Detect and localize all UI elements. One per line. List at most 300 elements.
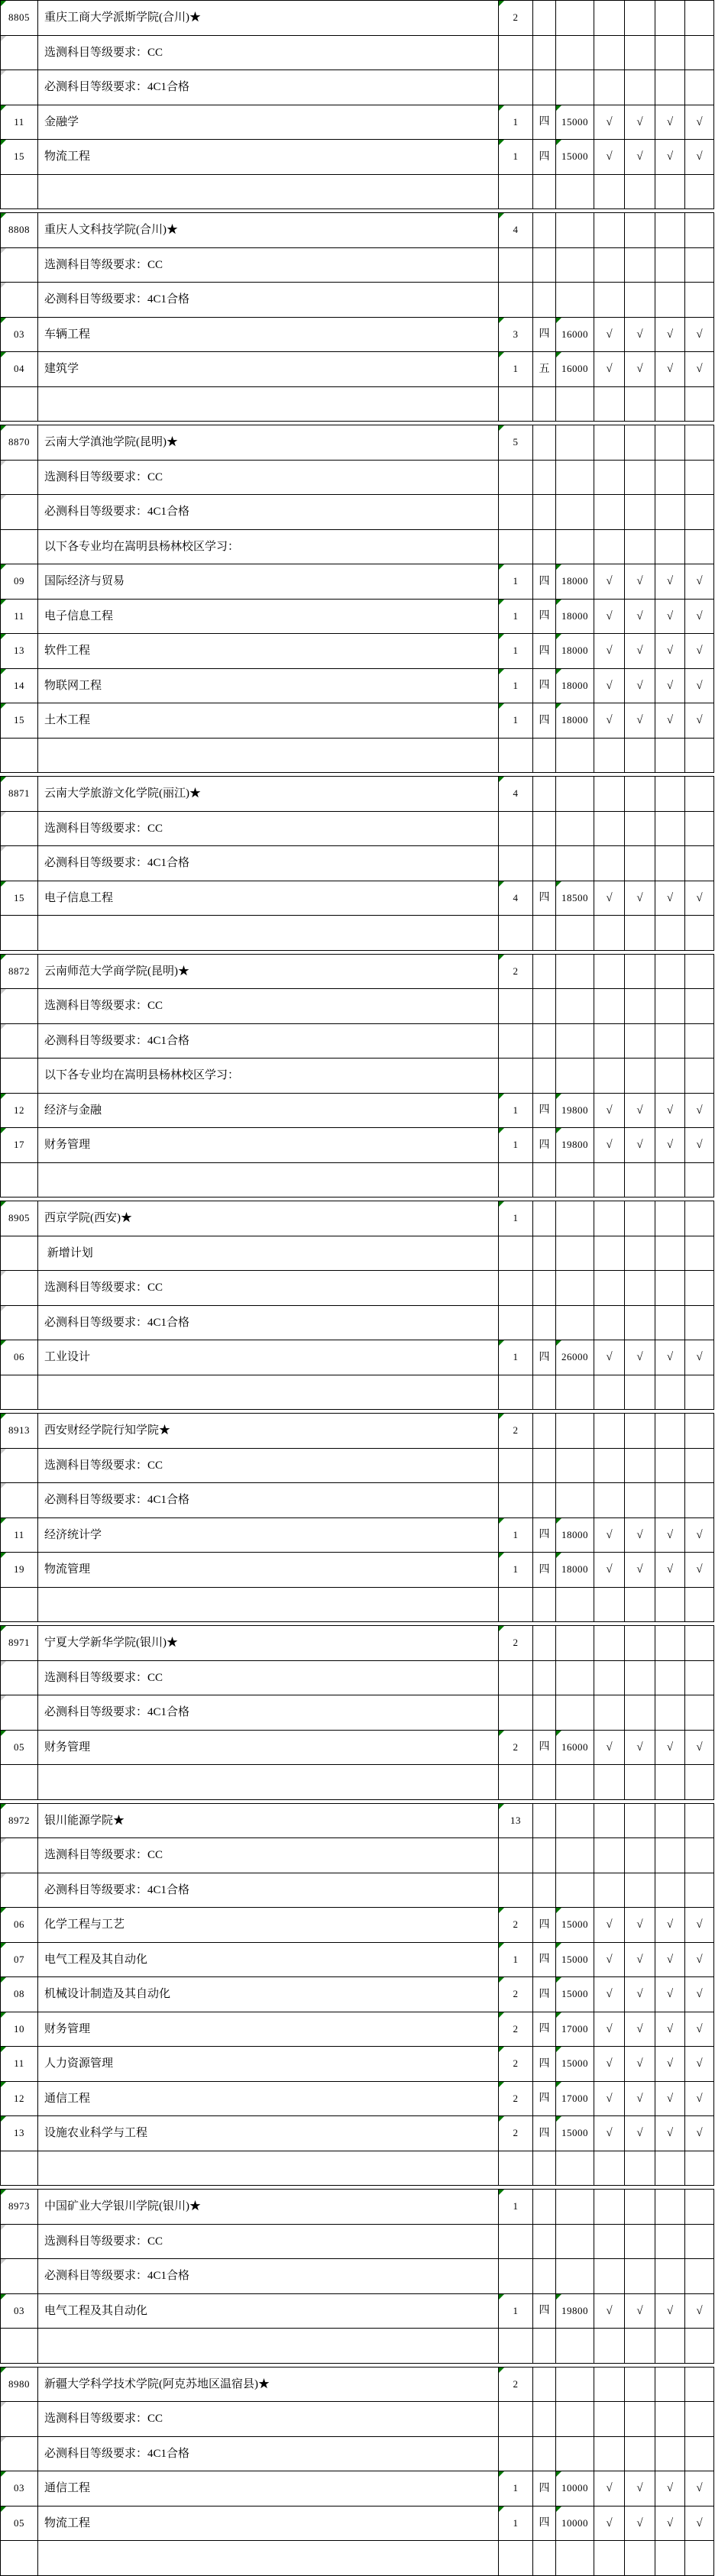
major-name-cell: 人力资源管理 xyxy=(38,2047,499,2082)
school-header-row xyxy=(1,1803,714,1838)
checkmark-cell: √ xyxy=(625,668,655,703)
comment-marker-icon xyxy=(1,2190,6,2195)
note-cell: 选测科目等级要求：CC xyxy=(38,2402,499,2437)
school-name-cell: 银川能源学院★ xyxy=(38,1803,499,1838)
empty-cell xyxy=(533,529,556,564)
checkmark-cell: √ xyxy=(655,1517,685,1553)
plan-count-cell: 1 xyxy=(499,1517,533,1553)
checkmark-cell: √ xyxy=(685,105,714,140)
comment-marker-icon xyxy=(499,881,504,887)
major-row xyxy=(1,2081,714,2116)
empty-cell xyxy=(533,1626,556,1661)
empty-cell xyxy=(1,811,38,846)
comment-marker-icon xyxy=(1,1838,6,1844)
empty-cell xyxy=(625,811,655,846)
checkmark-cell: √ xyxy=(625,2293,655,2329)
year-grade-cell: 四 xyxy=(533,1942,556,1977)
empty-cell xyxy=(655,213,685,248)
major-code-cell: 11 xyxy=(1,599,38,634)
empty-cell xyxy=(533,2151,556,2186)
empty-cell xyxy=(655,1873,685,1908)
empty-cell xyxy=(625,1414,655,1449)
empty-cell xyxy=(556,777,594,812)
empty-cell xyxy=(556,2436,594,2471)
major-code-cell: 13 xyxy=(1,2116,38,2151)
empty-cell xyxy=(594,2402,625,2437)
empty-cell xyxy=(499,738,533,773)
comment-marker-icon xyxy=(1,1804,6,1809)
empty-cell xyxy=(594,2367,625,2402)
plan-count-cell: 2 xyxy=(499,2012,533,2047)
school-code-cell: 8972 xyxy=(1,1803,38,1838)
empty-cell xyxy=(499,2541,533,2576)
checkmark-cell: √ xyxy=(625,881,655,916)
note-row xyxy=(1,846,714,881)
empty-cell xyxy=(556,1201,594,1236)
major-row xyxy=(1,2506,714,2541)
separator-row xyxy=(1,2151,714,2186)
empty-cell xyxy=(655,1414,685,1449)
empty-cell xyxy=(499,1695,533,1731)
empty-cell xyxy=(1,247,38,283)
checkmark-cell: √ xyxy=(594,352,625,387)
checkmark-cell: √ xyxy=(655,1093,685,1128)
separator-row xyxy=(1,1375,714,1410)
empty-cell xyxy=(594,1838,625,1873)
tuition-cell: 15000 xyxy=(556,1908,594,1943)
checkmark-cell: √ xyxy=(625,140,655,175)
major-name-cell: 机械设计制造及其自动化 xyxy=(38,1977,499,2012)
empty-cell xyxy=(1,386,38,422)
separator-row xyxy=(1,1162,714,1198)
major-code-cell: 03 xyxy=(1,2293,38,2329)
empty-cell xyxy=(556,1414,594,1449)
separator-row xyxy=(1,386,714,422)
note-row xyxy=(1,529,714,564)
checkmark-cell: √ xyxy=(594,1128,625,1163)
comment-marker-icon xyxy=(1,1553,6,1558)
comment-marker-icon xyxy=(556,2116,561,2122)
tuition-cell: 18500 xyxy=(556,881,594,916)
checkmark-cell: √ xyxy=(594,668,625,703)
comment-marker-icon xyxy=(499,1553,504,1558)
comment-marker-icon xyxy=(556,1340,561,1346)
plan-count-cell: 2 xyxy=(499,1908,533,1943)
checkmark-cell: √ xyxy=(625,634,655,669)
empty-cell xyxy=(499,2224,533,2259)
checkmark-cell: √ xyxy=(625,2081,655,2116)
empty-cell xyxy=(685,1375,714,1410)
empty-cell xyxy=(38,1375,499,1410)
total-plan-cell: 13 xyxy=(499,1803,533,1838)
empty-cell xyxy=(655,2190,685,2225)
major-code-cell: 07 xyxy=(1,1942,38,1977)
empty-cell xyxy=(594,495,625,530)
checkmark-cell: √ xyxy=(594,2012,625,2047)
year-grade-cell: 五 xyxy=(533,352,556,387)
empty-cell xyxy=(499,2259,533,2294)
empty-cell xyxy=(38,738,499,773)
empty-cell xyxy=(533,1375,556,1410)
checkmark-cell: √ xyxy=(655,1908,685,1943)
comment-marker-icon xyxy=(499,2190,504,2195)
comment-marker-icon xyxy=(556,634,561,639)
year-grade-cell: 四 xyxy=(533,140,556,175)
school-header-row xyxy=(1,954,714,989)
note-row xyxy=(1,1305,714,1340)
empty-cell xyxy=(533,846,556,881)
empty-cell xyxy=(556,1483,594,1518)
total-plan-cell: 1 xyxy=(499,2190,533,2225)
empty-cell xyxy=(533,2259,556,2294)
checkmark-cell: √ xyxy=(625,564,655,600)
checkmark-cell: √ xyxy=(625,352,655,387)
empty-cell xyxy=(655,2329,685,2364)
total-plan-cell: 1 xyxy=(499,1201,533,1236)
major-row xyxy=(1,1128,714,1163)
empty-cell xyxy=(499,70,533,105)
empty-cell xyxy=(1,1765,38,1800)
empty-cell xyxy=(533,213,556,248)
major-code-cell: 06 xyxy=(1,1340,38,1375)
tuition-cell: 16000 xyxy=(556,1730,594,1765)
empty-cell xyxy=(499,1023,533,1059)
empty-cell xyxy=(594,283,625,318)
empty-cell xyxy=(533,989,556,1024)
comment-marker-icon xyxy=(556,2294,561,2300)
total-plan-cell: 5 xyxy=(499,425,533,461)
comment-marker-icon xyxy=(1,2047,6,2052)
empty-cell xyxy=(625,1838,655,1873)
comment-marker-icon xyxy=(499,318,504,323)
empty-cell xyxy=(38,174,499,209)
empty-cell xyxy=(625,386,655,422)
note-row xyxy=(1,2402,714,2437)
plan-count-cell: 1 xyxy=(499,352,533,387)
note-cell: 必测科目等级要求：4C1合格 xyxy=(38,1023,499,1059)
school-section-8805 xyxy=(0,0,714,209)
comment-marker-icon xyxy=(1,140,6,145)
tuition-cell: 17000 xyxy=(556,2081,594,2116)
checkmark-cell: √ xyxy=(594,1340,625,1375)
empty-cell xyxy=(594,1,625,36)
comment-marker-icon xyxy=(1,248,6,254)
empty-cell xyxy=(625,1660,655,1695)
school-header-row xyxy=(1,777,714,812)
empty-cell xyxy=(594,1803,625,1838)
comment-marker-icon xyxy=(556,1518,561,1524)
checkmark-cell: √ xyxy=(685,2506,714,2541)
school-code-cell: 8871 xyxy=(1,777,38,812)
plan-count-cell: 1 xyxy=(499,1340,533,1375)
separator-row xyxy=(1,1765,714,1800)
tuition-cell: 26000 xyxy=(556,1340,594,1375)
note-row xyxy=(1,1059,714,1094)
empty-cell xyxy=(655,1695,685,1731)
empty-cell xyxy=(38,1765,499,1800)
empty-cell xyxy=(1,2151,38,2186)
empty-cell xyxy=(594,1873,625,1908)
plan-count-cell: 1 xyxy=(499,2471,533,2507)
major-name-cell: 国际经济与贸易 xyxy=(38,564,499,600)
empty-cell xyxy=(594,2190,625,2225)
tuition-cell: 15000 xyxy=(556,2116,594,2151)
empty-cell xyxy=(533,460,556,495)
comment-marker-icon xyxy=(1,2402,6,2407)
school-header-row xyxy=(1,1626,714,1661)
year-grade-cell: 四 xyxy=(533,599,556,634)
empty-cell xyxy=(594,174,625,209)
empty-cell xyxy=(1,2402,38,2437)
note-cell: 选测科目等级要求：CC xyxy=(38,1838,499,1873)
empty-cell xyxy=(499,1483,533,1518)
empty-cell xyxy=(625,2224,655,2259)
empty-cell xyxy=(533,1483,556,1518)
empty-cell xyxy=(533,1,556,36)
checkmark-cell: √ xyxy=(594,2116,625,2151)
empty-cell xyxy=(625,1236,655,1271)
empty-cell xyxy=(594,1448,625,1483)
checkmark-cell: √ xyxy=(655,140,685,175)
empty-cell xyxy=(685,1305,714,1340)
empty-cell xyxy=(655,916,685,951)
checkmark-cell: √ xyxy=(625,1977,655,2012)
empty-cell xyxy=(499,1305,533,1340)
empty-cell xyxy=(594,1375,625,1410)
empty-cell xyxy=(556,495,594,530)
major-row xyxy=(1,140,714,175)
checkmark-cell: √ xyxy=(625,2471,655,2507)
tuition-cell: 10000 xyxy=(556,2506,594,2541)
comment-marker-icon xyxy=(1,1414,6,1419)
comment-marker-icon xyxy=(1,1943,6,1948)
school-name-cell: 云南师范大学商学院(昆明)★ xyxy=(38,954,499,989)
checkmark-cell: √ xyxy=(625,1128,655,1163)
major-code-cell: 12 xyxy=(1,1093,38,1128)
empty-cell xyxy=(1,1375,38,1410)
checkmark-cell: √ xyxy=(685,881,714,916)
checkmark-cell: √ xyxy=(655,105,685,140)
empty-cell xyxy=(1,2259,38,2294)
empty-cell xyxy=(533,2436,556,2471)
checkmark-cell: √ xyxy=(685,2081,714,2116)
tuition-cell: 16000 xyxy=(556,317,594,352)
comment-marker-icon xyxy=(499,703,504,709)
checkmark-cell: √ xyxy=(685,1340,714,1375)
comment-marker-icon xyxy=(556,1553,561,1558)
empty-cell xyxy=(625,495,655,530)
checkmark-cell: √ xyxy=(594,1942,625,1977)
empty-cell xyxy=(594,1695,625,1731)
note-cell: 必测科目等级要求：4C1合格 xyxy=(38,1695,499,1731)
plan-count-cell: 1 xyxy=(499,668,533,703)
empty-cell xyxy=(625,1059,655,1094)
major-code-cell: 13 xyxy=(1,634,38,669)
comment-marker-icon xyxy=(499,1094,504,1099)
checkmark-cell: √ xyxy=(594,564,625,600)
note-cell: 以下各专业均在嵩明县杨林校区学习： xyxy=(38,529,499,564)
comment-marker-icon xyxy=(1,777,6,782)
empty-cell xyxy=(685,1236,714,1271)
note-row xyxy=(1,2259,714,2294)
empty-cell xyxy=(625,1765,655,1800)
empty-cell xyxy=(1,846,38,881)
comment-marker-icon xyxy=(499,1626,504,1631)
empty-cell xyxy=(685,1,714,36)
checkmark-cell: √ xyxy=(594,1977,625,2012)
comment-marker-icon xyxy=(1,1094,6,1099)
empty-cell xyxy=(533,916,556,951)
empty-cell xyxy=(594,386,625,422)
major-code-cell: 17 xyxy=(1,1128,38,1163)
major-name-cell: 电气工程及其自动化 xyxy=(38,2293,499,2329)
empty-cell xyxy=(594,846,625,881)
empty-cell xyxy=(625,1305,655,1340)
checkmark-cell: √ xyxy=(594,881,625,916)
note-cell: 选测科目等级要求：CC xyxy=(38,811,499,846)
note-row xyxy=(1,1838,714,1873)
plan-count-cell: 2 xyxy=(499,2116,533,2151)
major-code-cell: 06 xyxy=(1,1908,38,1943)
empty-cell xyxy=(556,2367,594,2402)
plan-count-cell: 4 xyxy=(499,881,533,916)
major-name-cell: 软件工程 xyxy=(38,634,499,669)
empty-cell xyxy=(685,247,714,283)
empty-cell xyxy=(625,1271,655,1306)
school-section-8872 xyxy=(0,954,714,1198)
empty-cell xyxy=(685,1023,714,1059)
comment-marker-icon xyxy=(499,1414,504,1419)
comment-marker-icon xyxy=(556,1977,561,1983)
empty-cell xyxy=(533,1587,556,1622)
comment-marker-icon xyxy=(1,2012,6,2018)
empty-cell xyxy=(685,2190,714,2225)
empty-cell xyxy=(655,70,685,105)
empty-cell xyxy=(685,529,714,564)
major-row xyxy=(1,668,714,703)
empty-cell xyxy=(533,1023,556,1059)
major-name-cell: 金融学 xyxy=(38,105,499,140)
major-name-cell: 财务管理 xyxy=(38,1128,499,1163)
empty-cell xyxy=(685,495,714,530)
plan-count-cell: 1 xyxy=(499,564,533,600)
empty-cell xyxy=(499,283,533,318)
major-row xyxy=(1,1908,714,1943)
empty-cell xyxy=(556,1023,594,1059)
tuition-cell: 19800 xyxy=(556,1128,594,1163)
major-code-cell: 09 xyxy=(1,564,38,600)
school-header-row xyxy=(1,2190,714,2225)
major-name-cell: 通信工程 xyxy=(38,2081,499,2116)
checkmark-cell: √ xyxy=(625,2047,655,2082)
empty-cell xyxy=(556,1162,594,1198)
year-grade-cell: 四 xyxy=(533,2012,556,2047)
school-name-cell: 西安财经学院行知学院★ xyxy=(38,1414,499,1449)
empty-cell xyxy=(533,1414,556,1449)
comment-marker-icon xyxy=(1,2294,6,2300)
checkmark-cell: √ xyxy=(625,2116,655,2151)
empty-cell xyxy=(685,1660,714,1695)
empty-cell xyxy=(685,738,714,773)
comment-marker-icon xyxy=(556,105,561,111)
note-cell: 必测科目等级要求：4C1合格 xyxy=(38,283,499,318)
checkmark-cell: √ xyxy=(625,1340,655,1375)
empty-cell xyxy=(625,174,655,209)
comment-marker-icon xyxy=(499,2294,504,2300)
year-grade-cell: 四 xyxy=(533,1128,556,1163)
empty-cell xyxy=(655,2402,685,2437)
checkmark-cell: √ xyxy=(625,1942,655,1977)
empty-cell xyxy=(655,283,685,318)
empty-cell xyxy=(625,70,655,105)
empty-cell xyxy=(556,738,594,773)
major-name-cell: 物流工程 xyxy=(38,140,499,175)
comment-marker-icon xyxy=(556,2471,561,2477)
empty-cell xyxy=(625,1695,655,1731)
empty-cell xyxy=(625,1626,655,1661)
comment-marker-icon xyxy=(499,1943,504,1948)
empty-cell xyxy=(655,425,685,461)
empty-cell xyxy=(685,2436,714,2471)
empty-cell xyxy=(533,1162,556,1198)
comment-marker-icon xyxy=(1,955,6,960)
empty-cell xyxy=(556,460,594,495)
note-row xyxy=(1,70,714,105)
empty-cell xyxy=(556,1838,594,1873)
note-row xyxy=(1,495,714,530)
major-name-cell: 设施农业科学与工程 xyxy=(38,2116,499,2151)
school-code-cell: 8913 xyxy=(1,1414,38,1449)
empty-cell xyxy=(685,1765,714,1800)
empty-cell xyxy=(655,247,685,283)
empty-cell xyxy=(556,1059,594,1094)
empty-cell xyxy=(533,2367,556,2402)
empty-cell xyxy=(533,1271,556,1306)
school-code-cell: 8870 xyxy=(1,425,38,461)
comment-marker-icon xyxy=(556,1128,561,1133)
empty-cell xyxy=(594,738,625,773)
school-header-row xyxy=(1,425,714,461)
checkmark-cell: √ xyxy=(655,2116,685,2151)
empty-cell xyxy=(685,460,714,495)
empty-cell xyxy=(38,2541,499,2576)
empty-cell xyxy=(533,2541,556,2576)
comment-marker-icon xyxy=(499,1,504,6)
checkmark-cell: √ xyxy=(685,2471,714,2507)
comment-marker-icon xyxy=(556,318,561,323)
empty-cell xyxy=(38,916,499,951)
empty-cell xyxy=(1,1695,38,1731)
comment-marker-icon xyxy=(1,213,6,218)
note-cell: 选测科目等级要求：CC xyxy=(38,35,499,70)
empty-cell xyxy=(594,425,625,461)
note-row xyxy=(1,35,714,70)
checkmark-cell: √ xyxy=(625,703,655,739)
comment-marker-icon xyxy=(556,2082,561,2087)
empty-cell xyxy=(38,2151,499,2186)
total-plan-cell: 2 xyxy=(499,1626,533,1661)
empty-cell xyxy=(685,283,714,318)
comment-marker-icon xyxy=(1,1731,6,1736)
empty-cell xyxy=(499,495,533,530)
checkmark-cell: √ xyxy=(594,599,625,634)
year-grade-cell: 四 xyxy=(533,881,556,916)
empty-cell xyxy=(556,1873,594,1908)
year-grade-cell: 四 xyxy=(533,1908,556,1943)
total-plan-cell: 2 xyxy=(499,1414,533,1449)
empty-cell xyxy=(594,2151,625,2186)
school-name-cell: 重庆工商大学派斯学院(合川)★ xyxy=(38,1,499,36)
